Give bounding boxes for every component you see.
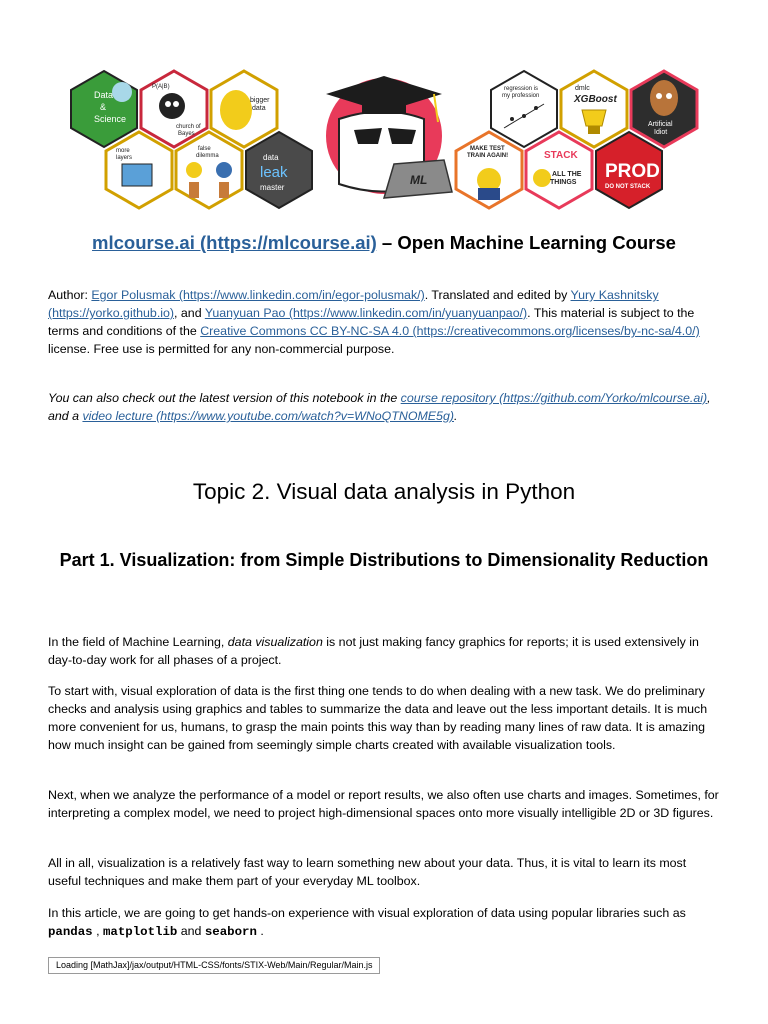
svg-text:Artificial: Artificial (648, 121, 673, 128)
video-lecture-link[interactable]: video lecture (https://www.youtube.com/watch?v=WNoQTNOME5g) (82, 409, 454, 423)
author-text-3: . This material is subject to the terms and conditions of the (48, 306, 695, 338)
svg-text:Data: Data (94, 90, 114, 100)
library-seaborn: seaborn (204, 925, 257, 939)
svg-text:Idiot: Idiot (654, 129, 668, 136)
p5-text-1: In this article, we are going to get hands-on experience with visual exploration of data using popular libraries such as (48, 906, 686, 920)
intro-paragraph-2: To start with, visual exploration of data is the first thing one tends to do when dealing with a new task. We do preliminary checks and analysis using graphics and tables to summarize the data and leave out the less important details. It is much more convenient for us, humans, to grasp the main points this way than by reading many lines of raw data. It is amazing how much insight can be gained from seemingly simple charts created with available visualization tools. (48, 684, 708, 752)
editor-link-yury[interactable]: Yury Kashnitsky (https://yorko.github.io) (48, 288, 659, 320)
intro-paragraph-5 (48, 904, 720, 941)
author-link[interactable]: Egor Polusmak (https://www.linkedin.com/in/egor-polusmak/) (91, 288, 425, 302)
sticker-xgboost (561, 71, 627, 147)
sticker-false-dilemma (176, 132, 242, 208)
svg-text:master: master (260, 183, 285, 192)
svg-text:&: & (100, 102, 107, 112)
svg-text:TRAIN AGAIN!: TRAIN AGAIN! (467, 153, 509, 159)
svg-text:leak: leak (260, 164, 288, 181)
svg-text:ALL THE: ALL THE (552, 171, 582, 178)
note-text-3: . (453, 409, 458, 423)
intro-paragraph-4: All in all, visualization is a relatively fast way to learn something new about your data. Thus, it is vital to learn its most useful techniques and make them part of your everyday ML toolbox. (48, 856, 687, 888)
svg-text:Bayes: Bayes (178, 131, 195, 137)
sticker-bigger-data (211, 71, 277, 147)
sticker-prod-do-not-stack (596, 132, 662, 208)
svg-text:false: false (198, 146, 211, 152)
author-prefix: Author: (48, 288, 92, 302)
author-paragraph (48, 286, 720, 358)
intro-paragraph-1 (48, 633, 720, 669)
course-title-text: – Open Machine Learning Course (376, 232, 676, 253)
svg-text:dilemma: dilemma (196, 153, 219, 159)
p1-text-1: In the field of Machine Learning, (48, 635, 228, 649)
topic-heading: Topic 2. Visual data analysis in Python (192, 479, 576, 504)
p5-text-2: . (256, 924, 264, 938)
library-matplotlib: matplotlib (102, 925, 178, 939)
svg-text:XGBoost: XGBoost (574, 94, 617, 105)
svg-text:bigger: bigger (250, 97, 270, 104)
p1-emphasis: data visualization (227, 635, 323, 649)
license-link[interactable]: Creative Commons CC BY-NC-SA 4.0 (https://creativecommons.org/licenses/by-nc-sa/4.0/) (200, 324, 700, 338)
svg-text:Science: Science (94, 114, 127, 124)
author-text-1: . Translated and edited by (424, 288, 571, 302)
svg-text:dmlc: dmlc (575, 85, 590, 92)
course-repository-link[interactable]: course repository (https://github.com/Yorko/mlcourse.ai) (400, 391, 708, 405)
course-title (48, 233, 720, 253)
library-pandas: pandas (48, 925, 93, 939)
mlcourse-logo (326, 76, 452, 198)
sticker-church-of-bayes (141, 71, 207, 147)
sticker-regression-is-my-profession (491, 71, 557, 147)
svg-text:THINGS: THINGS (550, 179, 577, 186)
sticker-artificial-idiot (631, 71, 697, 147)
banner-illustration (64, 64, 704, 214)
author-text-4: license. Free use is permitted for any non-commercial purpose. (48, 342, 395, 356)
p1-text-2: is not just making fancy graphics for reports; it is used extensively in day-to-day work for all phases of a project. (48, 635, 699, 667)
part-heading: Part 1. Visualization: from Simple Distributions to Dimensionality Reduction (59, 550, 709, 570)
svg-text:church of: church of (176, 124, 201, 130)
svg-text:layers: layers (116, 155, 133, 161)
note-text-2: , and a (48, 391, 711, 423)
svg-text:regression is: regression is (504, 86, 539, 92)
sticker-more-layers (106, 132, 172, 208)
course-banner (64, 64, 704, 214)
svg-text:MAKE TEST: MAKE TEST (470, 146, 505, 152)
mathjax-loading-status: Loading [MathJax]/jax/output/HTML-CSS/fonts/STIX-Web/Main/Regular/Main.js (48, 957, 380, 974)
svg-text:data: data (252, 105, 266, 112)
svg-text:ML: ML (410, 173, 428, 187)
svg-text:data: data (263, 153, 279, 162)
svg-text:my profession: my profession (502, 93, 540, 99)
svg-text:more: more (116, 148, 130, 154)
svg-text:PROD: PROD (605, 161, 660, 182)
author-text-2: , and (174, 306, 205, 320)
sticker-data-and-science (71, 71, 137, 147)
course-site-link[interactable]: mlcourse.ai (https://mlcourse.ai) (92, 232, 377, 253)
svg-text:DO NOT STACK: DO NOT STACK (605, 184, 651, 190)
sticker-make-test-train-again (456, 132, 522, 208)
sticker-data-leak-master (246, 132, 312, 208)
editor-link-yuanyuan[interactable]: Yuanyuan Pao (https://www.linkedin.com/in/yuanyuanpao/) (204, 306, 528, 320)
latest-version-note (48, 389, 720, 425)
sticker-stack-all-the-things (526, 132, 592, 208)
p5-sep-2: and (177, 924, 205, 938)
p5-sep-1: , (92, 924, 103, 938)
svg-text:STACK: STACK (544, 150, 578, 161)
svg-text:P(A|B): P(A|B) (152, 84, 170, 90)
intro-paragraph-3: Next, when we analyze the performance of a model or report results, we also often use charts and images. Sometimes, for interpreting a complex model, we need to project high-dimensional spaces onto more visually intelligible 2D or 3D figures. (48, 788, 719, 820)
note-text-1: You can also check out the latest version of this notebook in the (48, 391, 401, 405)
